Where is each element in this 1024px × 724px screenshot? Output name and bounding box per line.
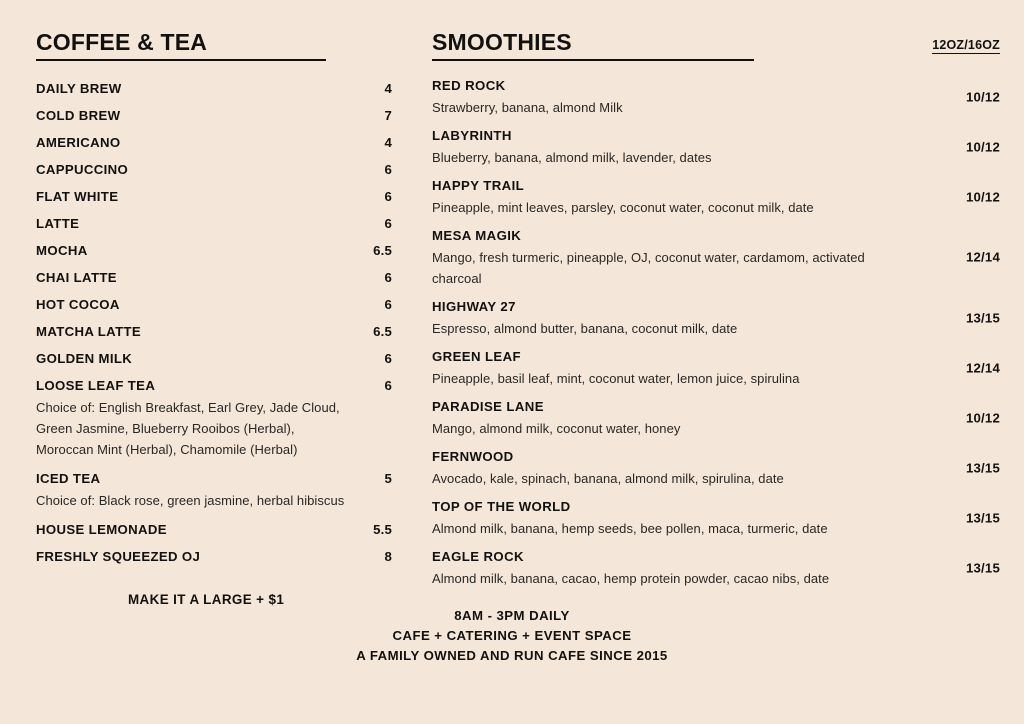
coffee-item-name: LATTE bbox=[36, 216, 80, 232]
smoothie-item-price: 10/12 bbox=[965, 189, 1000, 205]
smoothies-heading-underline bbox=[432, 59, 754, 61]
smoothie-item-price: 13/15 bbox=[965, 560, 1000, 576]
coffee-item-description-line: Moroccan Mint (Herbal), Chamomile (Herbal) bbox=[36, 442, 298, 458]
footer-line: CAFE + CATERING + EVENT SPACE bbox=[392, 628, 632, 643]
coffee-item-price: 5 bbox=[384, 471, 392, 487]
smoothie-item bbox=[432, 75, 1000, 118]
smoothie-item-description: Mango, fresh turmeric, pineapple, OJ, coconut water, cardamom, activated charcoal bbox=[432, 250, 865, 287]
coffee-item-name: HOUSE LEMONADE bbox=[36, 522, 167, 538]
coffee-item-price: 6 bbox=[384, 297, 392, 313]
smoothie-item bbox=[432, 546, 1000, 589]
coffee-item bbox=[36, 291, 396, 318]
smoothies-heading-row bbox=[432, 30, 1000, 61]
coffee-item-name: DAILY BREW bbox=[36, 81, 122, 97]
smoothie-item bbox=[432, 446, 1000, 489]
coffee-item-name: CAPPUCCINO bbox=[36, 162, 129, 178]
smoothie-item-price: 12/14 bbox=[965, 360, 1000, 376]
coffee-item-price: 6.5 bbox=[373, 243, 392, 259]
smoothie-item-description: Mango, almond milk, coconut water, honey bbox=[432, 421, 681, 437]
smoothies-heading-text: SMOOTHIES bbox=[432, 29, 572, 55]
smoothies-column bbox=[432, 30, 1000, 596]
smoothie-size-header: 12OZ/16OZ bbox=[932, 38, 1000, 52]
coffee-item-name: LOOSE LEAF TEA bbox=[36, 378, 156, 394]
coffee-section-heading bbox=[36, 30, 396, 61]
smoothie-item bbox=[432, 496, 1000, 539]
footer-info bbox=[0, 606, 1024, 666]
coffee-item-name: FLAT WHITE bbox=[36, 189, 119, 205]
coffee-heading-text: COFFEE & TEA bbox=[36, 29, 208, 55]
smoothies-section-heading bbox=[432, 30, 1000, 61]
smoothie-item-description: Almond milk, banana, hemp seeds, bee pollen, maca, turmeric, date bbox=[432, 521, 828, 537]
smoothie-item-price: 13/15 bbox=[965, 310, 1000, 326]
coffee-item bbox=[36, 372, 396, 399]
coffee-item-description bbox=[36, 397, 386, 460]
coffee-item-price: 6.5 bbox=[373, 324, 392, 340]
smoothie-item-description: Blueberry, banana, almond milk, lavender, dates bbox=[432, 150, 712, 166]
smoothie-item-name: MESA MAGIK bbox=[432, 228, 522, 244]
smoothie-item-description: Strawberry, banana, almond Milk bbox=[432, 100, 623, 116]
coffee-item bbox=[36, 345, 396, 372]
footer-line: 8AM - 3PM DAILY bbox=[454, 608, 570, 623]
smoothie-item-name: TOP OF THE WORLD bbox=[432, 499, 571, 515]
coffee-item bbox=[36, 543, 396, 570]
smoothie-item-name: HAPPY TRAIL bbox=[432, 178, 525, 194]
coffee-item-name: MATCHA LATTE bbox=[36, 324, 142, 340]
smoothie-item bbox=[432, 296, 1000, 339]
coffee-and-tea-column bbox=[36, 30, 396, 607]
coffee-item bbox=[36, 183, 396, 210]
coffee-item-price: 5.5 bbox=[373, 522, 392, 538]
smoothie-item-name: FERNWOOD bbox=[432, 449, 514, 465]
coffee-item-name: HOT COCOA bbox=[36, 297, 120, 313]
smoothie-item-price: 13/15 bbox=[965, 460, 1000, 476]
smoothie-item-price: 10/12 bbox=[965, 410, 1000, 426]
smoothie-item bbox=[432, 346, 1000, 389]
smoothie-item bbox=[432, 175, 1000, 218]
make-it-large-note: MAKE IT A LARGE + $1 bbox=[128, 592, 285, 608]
coffee-item-name: FRESHLY SQUEEZED OJ bbox=[36, 549, 201, 565]
smoothie-item-name: EAGLE ROCK bbox=[432, 549, 524, 565]
coffee-item-price: 7 bbox=[384, 108, 392, 124]
smoothie-item-description: Almond milk, banana, cacao, hemp protein powder, cacao nibs, date bbox=[432, 571, 830, 587]
coffee-item-description-line: Choice of: Black rose, green jasmine, herbal hibiscus bbox=[36, 493, 345, 509]
coffee-item-description-line: Choice of: English Breakfast, Earl Grey, Jade Cloud, bbox=[36, 400, 340, 416]
coffee-item-name: MOCHA bbox=[36, 243, 88, 259]
footer-line: A FAMILY OWNED AND RUN CAFE SINCE 2015 bbox=[356, 648, 668, 663]
coffee-item-price: 4 bbox=[384, 81, 392, 97]
smoothie-item-price: 13/15 bbox=[965, 510, 1000, 526]
coffee-item-description bbox=[36, 490, 386, 511]
coffee-item-list bbox=[36, 75, 396, 570]
coffee-item bbox=[36, 129, 396, 156]
smoothie-item-name: RED ROCK bbox=[432, 78, 506, 94]
coffee-item-price: 6 bbox=[384, 189, 392, 205]
smoothie-item-price: 12/14 bbox=[965, 249, 1000, 265]
coffee-item bbox=[36, 75, 396, 102]
coffee-item-name: GOLDEN MILK bbox=[36, 351, 133, 367]
smoothie-item bbox=[432, 125, 1000, 168]
smoothie-item-name: HIGHWAY 27 bbox=[432, 299, 516, 315]
coffee-item-price: 6 bbox=[384, 216, 392, 232]
smoothie-item-name: GREEN LEAF bbox=[432, 349, 521, 365]
smoothie-item-price: 10/12 bbox=[965, 139, 1000, 155]
smoothie-item-description: Pineapple, basil leaf, mint, coconut water, lemon juice, spirulina bbox=[432, 371, 800, 387]
coffee-item-price: 6 bbox=[384, 378, 392, 394]
smoothie-item-description: Pineapple, mint leaves, parsley, coconut water, coconut milk, date bbox=[432, 200, 814, 216]
coffee-item-name: CHAI LATTE bbox=[36, 270, 117, 286]
smoothie-item-description: Avocado, kale, spinach, banana, almond milk, spirulina, date bbox=[432, 471, 784, 487]
coffee-item bbox=[36, 516, 396, 543]
coffee-item-name: ICED TEA bbox=[36, 471, 101, 487]
smoothie-item-price: 10/12 bbox=[965, 89, 1000, 105]
coffee-item-description-line: Green Jasmine, Blueberry Rooibos (Herbal), bbox=[36, 421, 295, 437]
coffee-item-price: 6 bbox=[384, 351, 392, 367]
coffee-item-price: 8 bbox=[384, 549, 392, 565]
coffee-item bbox=[36, 264, 396, 291]
coffee-item-name: COLD BREW bbox=[36, 108, 121, 124]
coffee-item-name: AMERICANO bbox=[36, 135, 121, 151]
coffee-item-price: 6 bbox=[384, 270, 392, 286]
coffee-item bbox=[36, 156, 396, 183]
smoothie-item-list bbox=[432, 75, 1000, 589]
coffee-item bbox=[36, 237, 396, 264]
coffee-item bbox=[36, 465, 396, 492]
smoothie-item-description: Espresso, almond butter, banana, coconut milk, date bbox=[432, 321, 738, 337]
smoothie-item-name: LABYRINTH bbox=[432, 128, 512, 144]
coffee-item-price: 4 bbox=[384, 135, 392, 151]
coffee-item bbox=[36, 318, 396, 345]
smoothie-item bbox=[432, 396, 1000, 439]
coffee-item-price: 6 bbox=[384, 162, 392, 178]
smoothie-item bbox=[432, 225, 1000, 289]
smoothie-item-name: PARADISE LANE bbox=[432, 399, 544, 415]
coffee-item bbox=[36, 102, 396, 129]
coffee-heading-underline bbox=[36, 59, 326, 61]
coffee-item bbox=[36, 210, 396, 237]
